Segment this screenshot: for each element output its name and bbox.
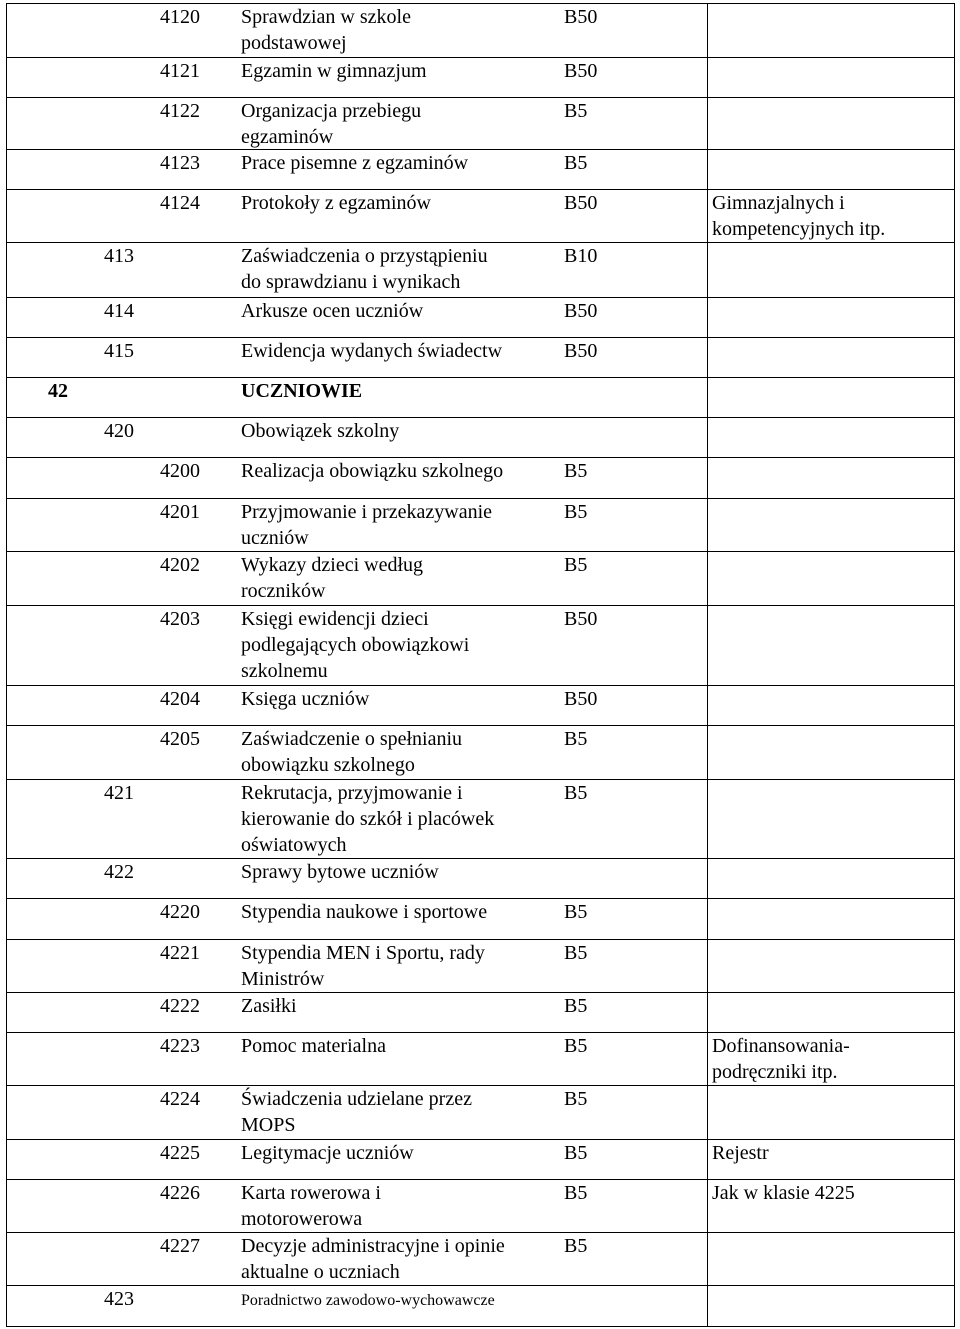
row-code: 4222	[160, 995, 200, 1017]
table-row	[0, 726, 960, 780]
row-category: B5	[564, 460, 588, 482]
row-name: Arkusze ocen uczniów	[241, 300, 424, 322]
row-name: Sprawdzian w szkole	[241, 6, 411, 28]
row-name: Ministrów	[241, 968, 325, 990]
row-name: Stypendia MEN i Sportu, rady	[241, 942, 485, 964]
table-row	[0, 98, 960, 150]
table-row	[0, 552, 960, 606]
row-name: do sprawdzianu i wynikach	[241, 271, 461, 293]
row-note: podręczniki itp.	[712, 1061, 838, 1083]
table-row	[0, 1286, 960, 1323]
table-row	[0, 993, 960, 1033]
row-code: 4205	[160, 728, 200, 750]
row-code: 4224	[160, 1088, 200, 1110]
row-code: 4123	[160, 152, 200, 174]
table-row	[0, 150, 960, 190]
row-category: B50	[564, 340, 598, 362]
row-code: 421	[104, 782, 134, 804]
row-category: B10	[564, 245, 598, 267]
table-row	[0, 1233, 960, 1286]
row-note: Rejestr	[712, 1142, 769, 1164]
row-name: Obowiązek szkolny	[241, 420, 400, 442]
row-note: kompetencyjnych itp.	[712, 218, 886, 240]
row-category: B5	[564, 942, 588, 964]
row-name: Sprawy bytowe uczniów	[241, 861, 439, 883]
table-row	[0, 686, 960, 726]
row-name: Stypendia naukowe i sportowe	[241, 901, 488, 923]
row-code: 4124	[160, 192, 200, 214]
row-category: B50	[564, 608, 598, 630]
row-name: Organizacja przebiegu	[241, 100, 422, 122]
row-category: B50	[564, 300, 598, 322]
row-name: Księga uczniów	[241, 688, 370, 710]
table-row	[0, 940, 960, 993]
table-row	[0, 780, 960, 859]
table-row	[0, 338, 960, 378]
row-code: 4220	[160, 901, 200, 923]
row-name: egzaminów	[241, 126, 334, 148]
row-category: B50	[564, 688, 598, 710]
row-category: B50	[564, 60, 598, 82]
row-category: B5	[564, 995, 588, 1017]
row-name: Legitymacje uczniów	[241, 1142, 414, 1164]
row-name: Przyjmowanie i przekazywanie	[241, 501, 493, 523]
row-name: Decyzje administracyjne i opinie	[241, 1235, 505, 1257]
row-category: B50	[564, 6, 598, 28]
row-code: 4223	[160, 1035, 200, 1057]
row-category: B5	[564, 728, 588, 750]
row-code: 422	[104, 861, 134, 883]
row-code: 4120	[160, 6, 200, 28]
table-row	[0, 899, 960, 940]
row-name: uczniów	[241, 527, 309, 549]
row-name: podstawowej	[241, 32, 347, 54]
table-row	[0, 58, 960, 98]
row-category: B5	[564, 1142, 588, 1164]
row-name: Pomoc materialna	[241, 1035, 386, 1057]
row-name: Zaświadczenia o przystąpieniu	[241, 245, 488, 267]
row-code: 4200	[160, 460, 200, 482]
row-name: kierowanie do szkół i placówek	[241, 808, 495, 830]
row-code: 4204	[160, 688, 200, 710]
row-name: Księgi ewidencji dzieci	[241, 608, 429, 630]
row-name: Wykazy dzieci według	[241, 554, 424, 576]
row-name: roczników	[241, 580, 326, 602]
row-name: Zasiłki	[241, 995, 297, 1017]
row-code: 420	[104, 420, 134, 442]
row-code: 4203	[160, 608, 200, 630]
row-category: B5	[564, 1182, 588, 1204]
row-note: Gimnazjalnych i	[712, 192, 845, 214]
table-row	[0, 298, 960, 338]
row-code: 4226	[160, 1182, 200, 1204]
table-row	[0, 418, 960, 458]
row-category: B5	[564, 1235, 588, 1257]
row-note: Jak w klasie 4225	[712, 1182, 855, 1204]
row-category: B5	[564, 1035, 588, 1057]
row-category: B5	[564, 782, 588, 804]
row-code: 413	[104, 245, 134, 267]
row-code: 4121	[160, 60, 200, 82]
row-note: Dofinansowania-	[712, 1035, 850, 1057]
row-name: obowiązku szkolnego	[241, 754, 415, 776]
table-row	[0, 458, 960, 499]
row-category: B5	[564, 554, 588, 576]
row-name: Protokoły z egzaminów	[241, 192, 431, 214]
row-name: aktualne o uczniach	[241, 1261, 400, 1283]
row-name: Świadczenia udzielane przez	[241, 1088, 472, 1110]
row-category: B5	[564, 1088, 588, 1110]
table-row	[0, 499, 960, 552]
table-row	[0, 1033, 960, 1086]
row-code: 4227	[160, 1235, 200, 1257]
row-name: szkolnemu	[241, 660, 328, 682]
row-code: 42	[48, 380, 68, 402]
row-name: Karta rowerowa i	[241, 1182, 381, 1204]
row-name: oświatowych	[241, 834, 347, 856]
row-code: 4202	[160, 554, 200, 576]
table-row	[0, 606, 960, 686]
table-row	[0, 859, 960, 899]
table-row	[0, 190, 960, 243]
row-name: motorowerowa	[241, 1208, 363, 1230]
row-code: 4221	[160, 942, 200, 964]
row-category: B50	[564, 192, 598, 214]
row-code: 4201	[160, 501, 200, 523]
table-row	[0, 243, 960, 298]
row-category: B5	[564, 901, 588, 923]
row-name: MOPS	[241, 1114, 296, 1136]
table-row	[0, 4, 960, 58]
row-name: Rekrutacja, przyjmowanie i	[241, 782, 463, 804]
row-name: Zaświadczenie o spełnianiu	[241, 728, 463, 750]
row-name: Egzamin w gimnazjum	[241, 60, 427, 82]
row-name: Poradnictwo zawodowo-wychowawcze	[241, 1292, 495, 1309]
row-category: B5	[564, 501, 588, 523]
row-category: B5	[564, 152, 588, 174]
grid-line	[6, 1326, 954, 1327]
row-name: podlegających obowiązkowi	[241, 634, 470, 656]
table-row	[0, 1140, 960, 1180]
row-code: 415	[104, 340, 134, 362]
row-name: Prace pisemne z egzaminów	[241, 152, 469, 174]
row-code: 4225	[160, 1142, 200, 1164]
table-row	[0, 378, 960, 418]
row-name: Ewidencja wydanych świadectw	[241, 340, 503, 362]
row-code: 4122	[160, 100, 200, 122]
row-code: 414	[104, 300, 134, 322]
row-category: B5	[564, 100, 588, 122]
table-row	[0, 1086, 960, 1140]
row-name: UCZNIOWIE	[241, 380, 363, 402]
row-code: 423	[104, 1288, 134, 1310]
row-name: Realizacja obowiązku szkolnego	[241, 460, 504, 482]
table-row	[0, 1180, 960, 1233]
